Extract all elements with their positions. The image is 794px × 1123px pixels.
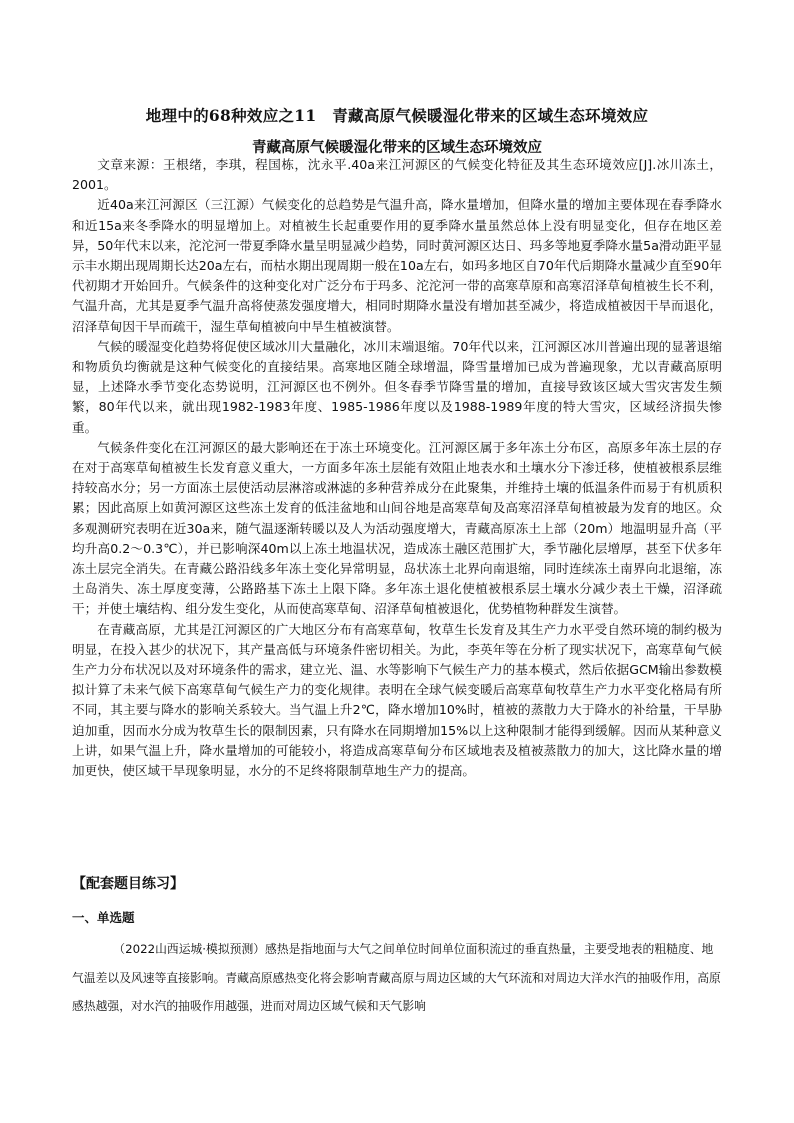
- source-paragraph: 文章来源：王根绪，李琪，程国栋，沈永平.40a来江河源区的气候变化特征及其生态环境效应[J].冰川冻土，2001。: [72, 157, 722, 193]
- question-type-heading: 一、单选题: [72, 910, 135, 925]
- body-paragraph: 气候条件变化在江河源区的最大影响还在于冻土环境变化。江河源区属于多年冻土分布区，高原多年冻土层的存在对于高寒草甸植被生长发育意义重大，一方面多年冻土层能有效阻止地表水和土壤水分下渗迁移，使植被根系层维持较高水分；另一方面冻土层使活动层淋溶或淋滤的多种营养成分在此聚集，并维持土壤的低温条件而易于有机质积累；因此高原上如黄河源区这些冻土发育的低洼盆地和山间谷地是高寒草甸及高寒沼泽草甸植被最为发育的地区。众多观测研究表明在近30a来，随气温逐渐转暖以及人为活动强度增大，青藏高原冻土上部（20m）地温明显升高（平均升高0.2～0.3℃），并已影响深40m以上冻土地温状况，造成冻土融区范围扩大，季节融化层增厚，甚至下伏多年冻土层完全消失。在青藏公路沿线多年冻土变化异常明显，岛状冻土北界向南退缩，同时连续冻土南界向北退缩，冻土岛消失、冻土厚度变薄，公路路基下冻土上限下降。多年冻土退化使植被根系层土壤水分减少表土干燥，沼泽疏干；并使土壤结构、组分发生变化，从而使高寒草甸、沼泽草甸植被退化，优势植物种群发生演替。: [72, 439, 722, 617]
- page-title: 地理中的68种效应之11 青藏高原气候暖湿化带来的区域生态环境效应: [145, 106, 649, 125]
- article-subtitle: 青藏高原气候暖湿化带来的区域生态环境效应: [252, 140, 542, 156]
- body-paragraph: 气候的暖湿变化趋势将促使区域冰川大量融化，冰川末端退缩。70年代以来，江河源区冰川普遍出现的显著退缩和物质负均衡就是这种气候变化的直接结果。高寒地区随全球增温，降雪量增加已成为普遍现象，尤以青藏高原明显，上述降水季节变化态势说明，江河源区也不例外。但冬春季节降雪量的增加，直接导致该区域大雪灾害发生频繁，80年代以来，就出现1982-1983年度、1985-1986年度以及1988-1989年度的特大雪灾，区域经济损失惨重。: [72, 338, 722, 435]
- body-paragraph: 在青藏高原，尤其是江河源区的广大地区分布有高寒草甸，牧草生长发育及其生产力水平受自然环境的制约极为明显，在投入甚少的状况下，其产量高低与环境条件密切相关。为此，李英年等在分析了现实状况下，高寒草甸气候生产力分布状况以及对环境条件的需求，建立光、温、水等影响下气候生产力的基本模式，然后依据GCM输出参数模拟计算了未来气候下高寒草甸气候生产力的变化规律。表明在全球气候变暖后高寒草甸牧草生产力水平变化格局有所不同，其主要与降水的影响关系较大。当气温上升2℃，降水增加10%时，植被的蒸散力大于降水的补给量，干旱胁迫加重，因而水分成为牧草生长的限制因素，只有降水在同期增加15%以上这种限制才能得到缓解。因而从某种意义上讲，如果气温上升，降水量增加的可能较小，将造成高寒草甸分布区域地表及植被蒸散力的加大，这比降水量的增加更快，使区域干旱现象明显，水分的不足终将限制草地生产力的提高。: [72, 621, 722, 779]
- question-stem: [72, 935, 722, 1021]
- body-paragraph: 近40a来江河源区（三江源）气候变化的总趋势是气温升高，降水量增加，但降水量的增加主要体现在春季降水和近15a来冬季降水的明显增加上。对植被生长起重要作用的夏季降水量虽然总体上没有明显变化，但存在地区差异，50年代末以来，沱沱河一带夏季降水量呈明显减少趋势，同时黄河源区达日、玛多等地夏季降水量5a滑动距平显示丰水期出现周期长达20a左右，而枯水期出现周期一般在10a左右，如玛多地区自70年代后期降水量减少直至90年代初期才开始回升。气候条件的这种变化对广泛分布于玛多、沱沱河一带的高寒草原和高寒沼泽草甸植被生长不利，气温升高，尤其是夏季气温升高将使蒸发强度增大，相同时期降水量没有增加甚至减少，将造成植被因干旱而退化，沼泽草甸因干旱而疏干，湿生草甸植被向中旱生植被演替。: [72, 197, 722, 334]
- article-body: [72, 155, 722, 781]
- question-text: 感热是指地面与大气之间单位时间单位面积流过的垂直热量，主要受地表的粗糙度、地气温差以及风速等直接影响。青藏高原感热变化将会影响青藏高原与周边区域的大气环流和对周边大洋水汽的抽吸作用，高原感热越强，对水汽的抽吸作用越强，进而对周边区域气候和天气影响: [72, 942, 721, 1013]
- exercise-heading: 【配套题目练习】: [72, 876, 184, 892]
- question-source: （2022山西运城·模拟预测）: [113, 942, 266, 956]
